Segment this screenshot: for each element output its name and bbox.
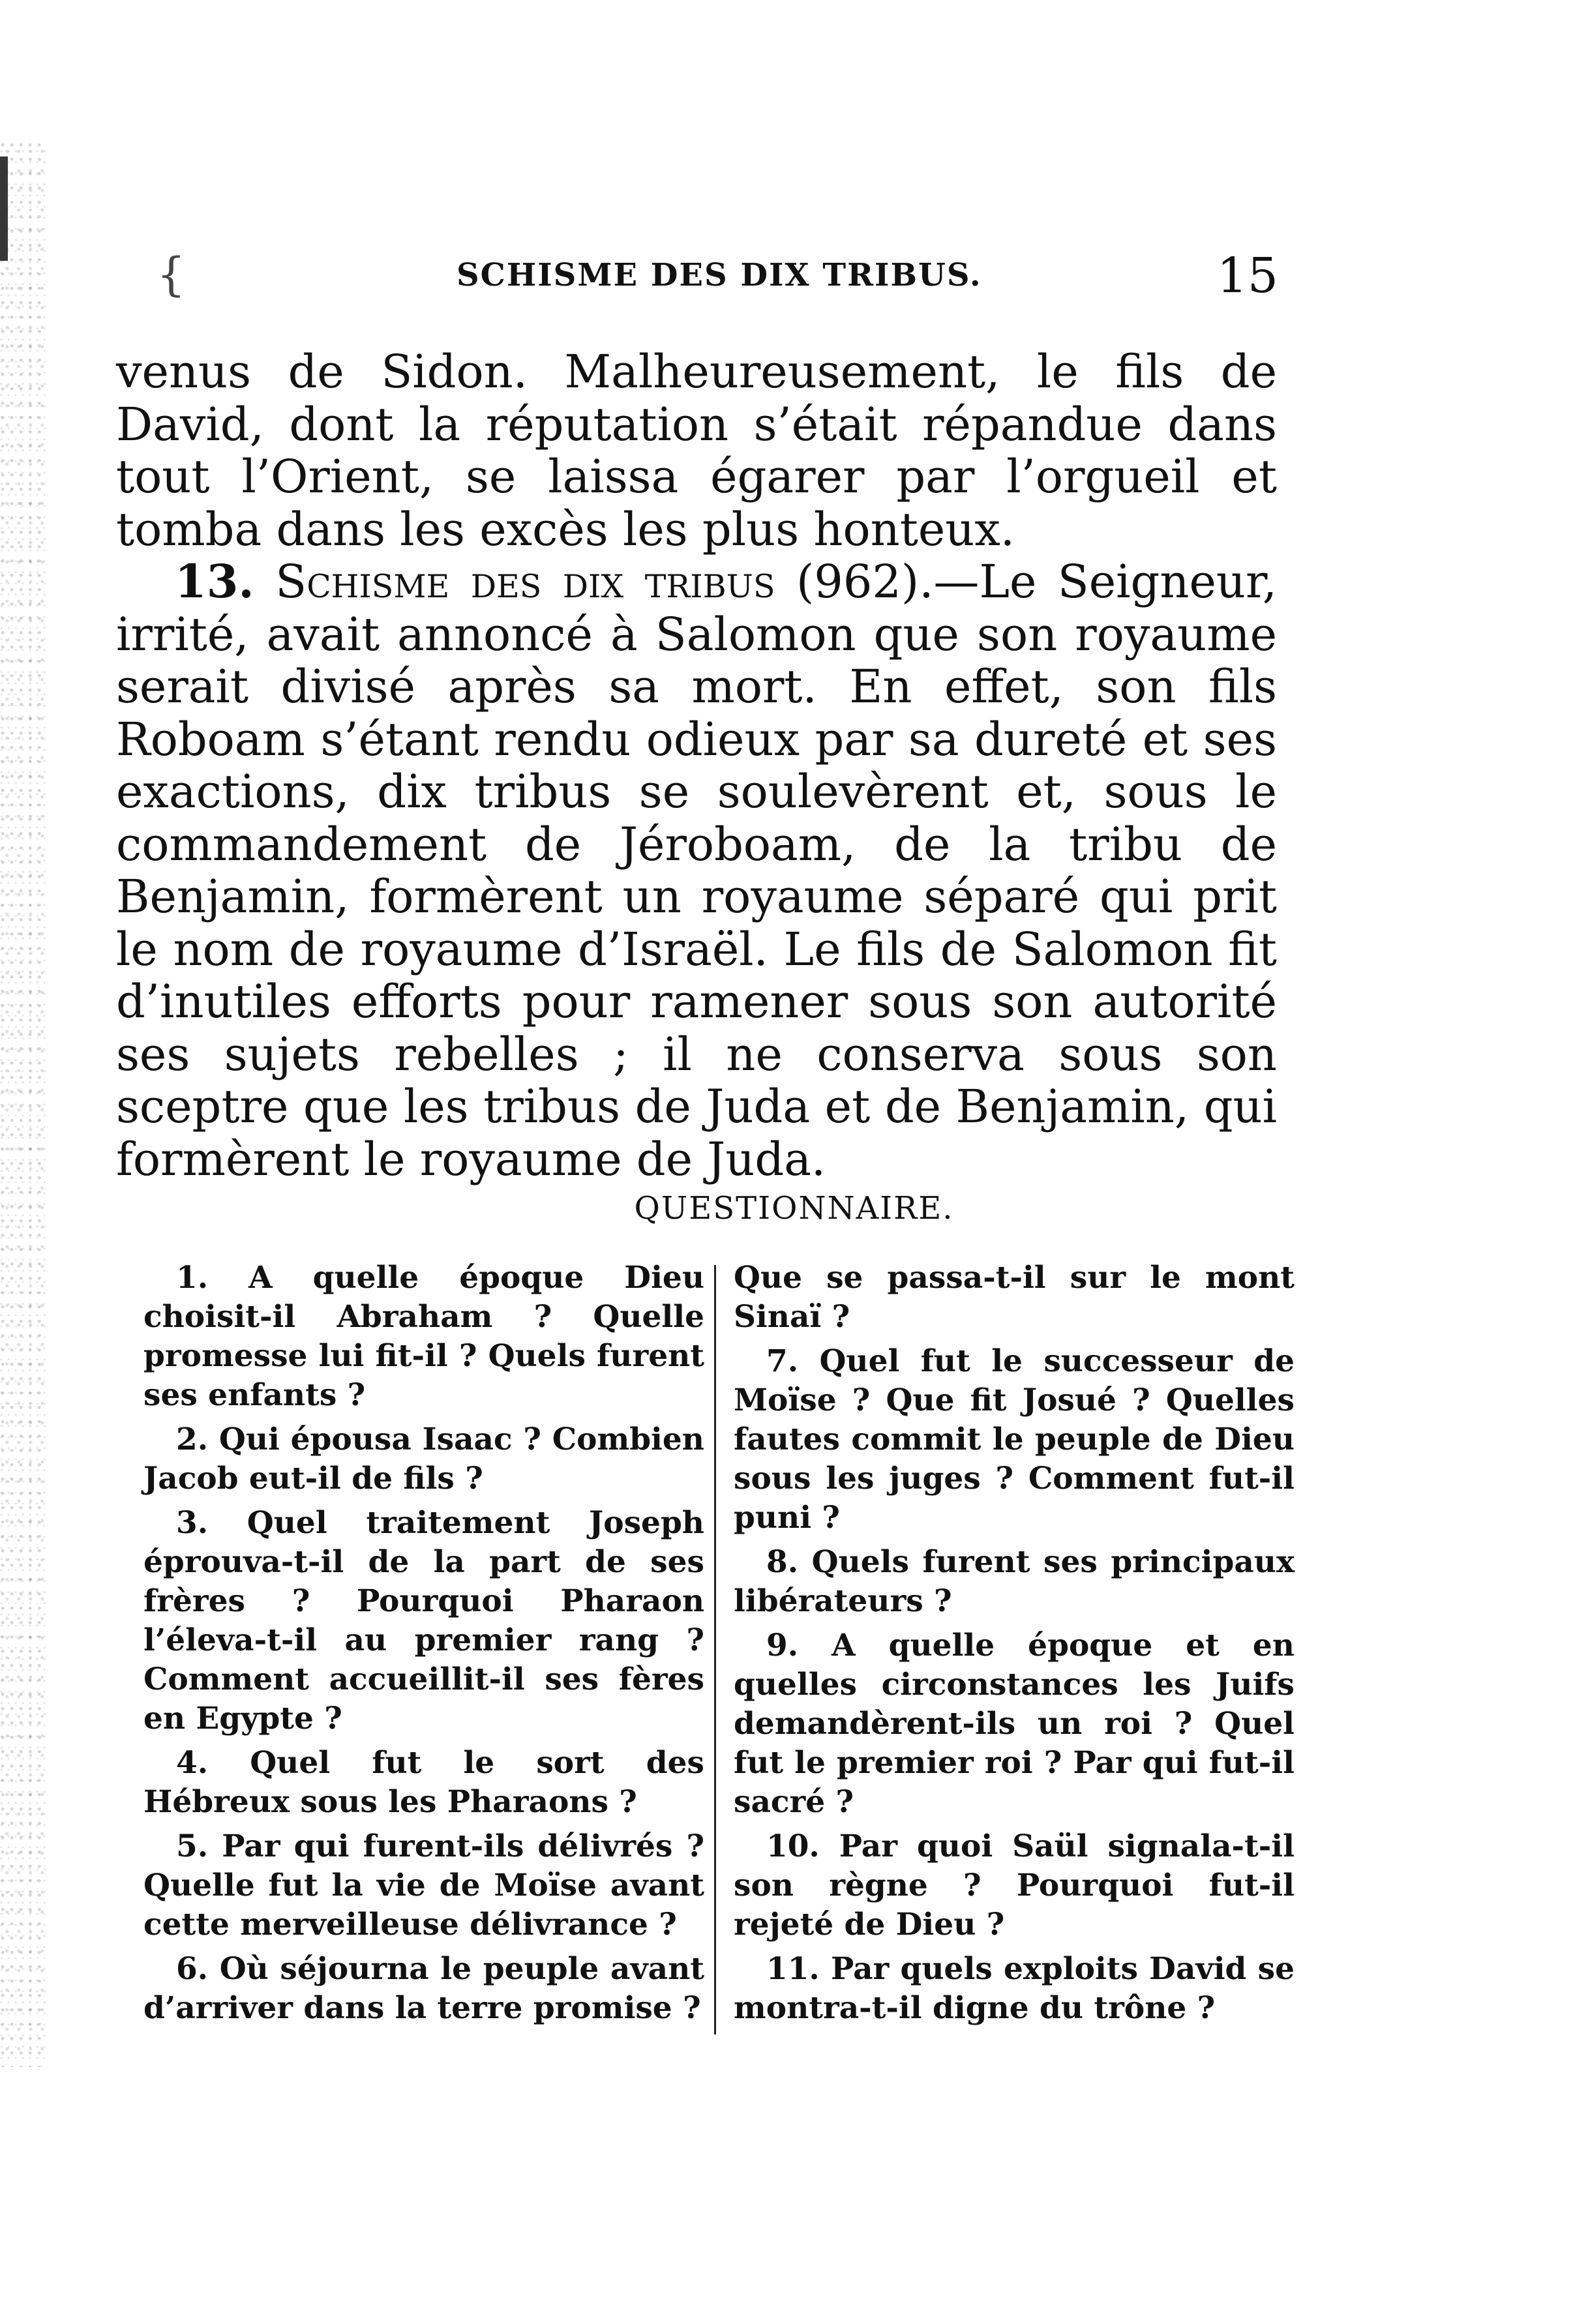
question-text: Par quels exploits David se montra-t-il digne du trône ? (734, 1951, 1295, 2026)
section-text: —Le Seigneur, irrité, avait annoncé à Salomon que son royaume serait divisé après sa mort. En effet, son fils Roboam s’étant rendu odieux par sa dureté et ses exactions, dix tribus se soulevèrent et, sous le commandement de Jéroboam, de la tribu de Benjamin, formèrent un royaume séparé qui prit le nom de royaume d’Israël. Le fils de Salomon fit d’inutiles efforts pour ramener sous son autorité ses sujets rebelles ; il ne conserva sous son sceptre que les tribus de Juda et de Benjamin, qui formèrent le royaume de Juda. (116, 555, 1277, 1186)
section-title: Schisme des dix tribus (275, 555, 775, 608)
question-number: 2. (176, 1422, 209, 1457)
question-9 (734, 1626, 1295, 1822)
main-text (116, 346, 1277, 1185)
binding-shadow (0, 156, 8, 261)
question-number: 10. (766, 1828, 820, 1864)
question-2 (143, 1420, 704, 1498)
section-number: 13. (175, 554, 254, 608)
question-text: Par qui furent-ils délivrés ? Quelle fut la vie de Moïse avant cette merveilleuse délivrance ? (143, 1828, 704, 1943)
question-6-continuation: Que se passa-t-il sur le mont Sinaï ? (734, 1260, 1295, 1335)
questionnaire-heading: QUESTIONNAIRE. (634, 1190, 954, 1227)
column-divider (714, 1265, 716, 2034)
question-number: 4. (176, 1745, 209, 1781)
running-header (157, 248, 1278, 306)
question-1 (143, 1259, 704, 1415)
question-11 (734, 1950, 1295, 2028)
page-number: 15 (1216, 248, 1278, 304)
question-text: A quelle époque et en quelles circonstances les Juifs demandèrent-ils un roi ? Quel fut le premier roi ? Par qui fut-il sacré ? (734, 1628, 1295, 1820)
question-text: Quels furent ses principaux libérateurs ? (734, 1544, 1295, 1619)
section-paragraph (116, 556, 1277, 1185)
question-10 (734, 1827, 1295, 1944)
header-mark: { (157, 248, 186, 301)
questionnaire-left-column (143, 1259, 704, 2033)
question-number: 9. (766, 1628, 799, 1663)
questionnaire-right-column (734, 1259, 1295, 2033)
opening-paragraph: venus de Sidon. Malheureusement, le fils de David, dont la réputation s’était répandue dans tout l’Orient, se laissa égarer par l’orgueil et tomba dans les excès les plus honteux. (116, 345, 1277, 556)
question-8 (734, 1543, 1295, 1621)
question-4 (143, 1744, 704, 1822)
section-date: (962). (796, 555, 934, 608)
question-number: 1. (176, 1260, 209, 1296)
question-text: Où séjourna le peuple avant d’arriver dans la terre promise ? (143, 1951, 704, 2026)
question-number: 6. (176, 1951, 209, 1987)
question-6 (143, 1950, 704, 2028)
question-3 (143, 1504, 704, 1738)
question-5 (143, 1827, 704, 1944)
question-7 (734, 1342, 1295, 1538)
question-text: Quel fut le sort des Hébreux sous les Pharaons ? (143, 1745, 704, 1820)
question-text: Par quoi Saül signala-t-il son règne ? Pourquoi fut-il rejeté de Dieu ? (734, 1828, 1295, 1943)
question-text: Quel fut le successeur de Moïse ? Que fit Josué ? Quelles fautes commit le peuple de Dieu sous les juges ? Comment fut-il puni ? (734, 1343, 1295, 1536)
question-number: 7. (766, 1343, 799, 1379)
binding-edge (0, 143, 46, 2067)
question-number: 11. (766, 1951, 820, 1987)
question-text: A quelle époque Dieu choisit-il Abraham ? Quelle promesse lui fit-il ? Quels furent ses enfants ? (143, 1260, 704, 1413)
questionnaire-columns (143, 1259, 1295, 2041)
question-number: 3. (176, 1505, 209, 1541)
question-text: Qui épousa Isaac ? Combien Jacob eut-il de fils ? (143, 1422, 704, 1497)
question-text: Quel traitement Joseph éprouva-t-il de la part de ses frères ? Pourquoi Pharaon l’éleva-t-il au premier rang ? Comment accueillit-il ses fères en Egypte ? (143, 1505, 704, 1736)
running-title: SCHISME DES DIX TRIBUS. (457, 257, 982, 293)
question-number: 5. (176, 1828, 209, 1864)
question-number: 8. (766, 1544, 799, 1580)
